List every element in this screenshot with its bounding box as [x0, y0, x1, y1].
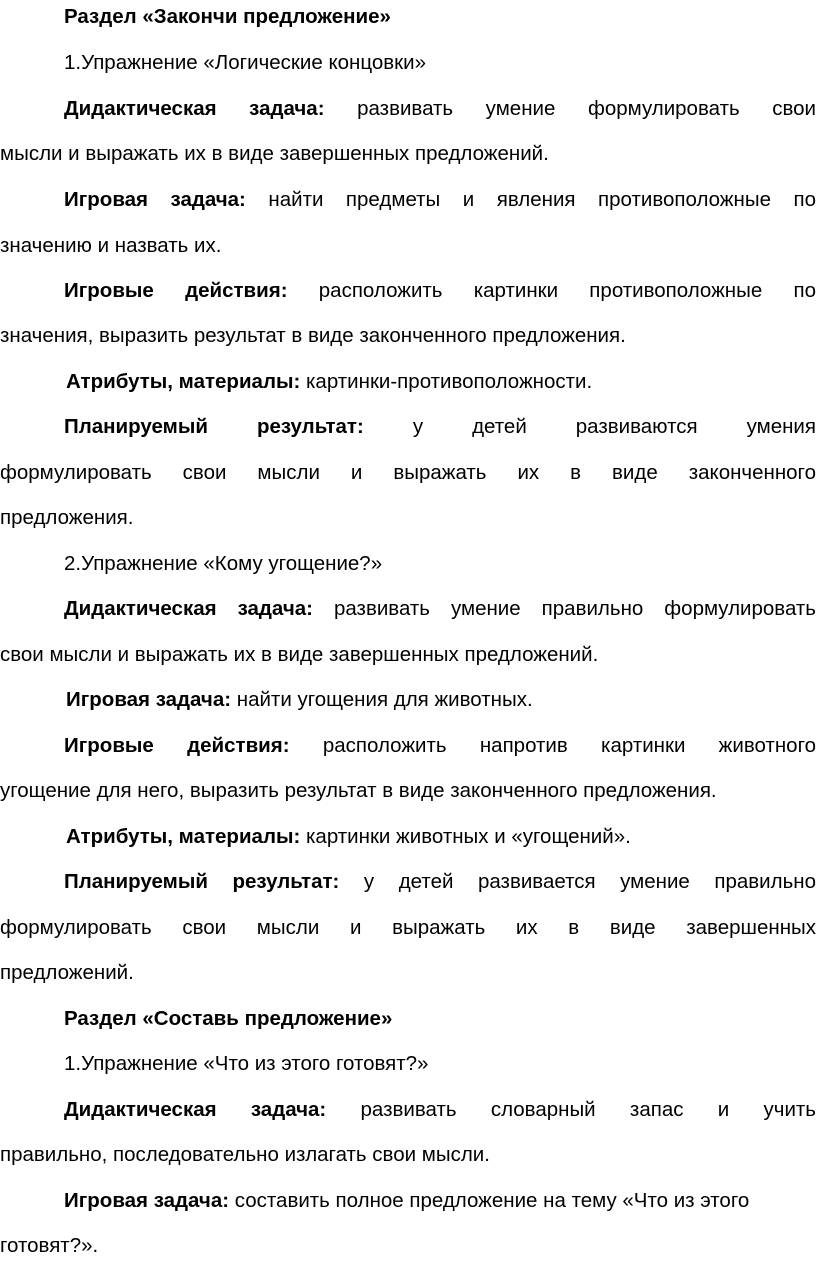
- paragraph-line: значению и назвать их.: [0, 234, 222, 257]
- paragraph-line: угощение для него, выразить результат в виде законченного предложения.: [0, 779, 717, 802]
- section-heading-compose-sentence: Раздел «Составь предложение»: [64, 1007, 393, 1030]
- paragraph-line: мысли и выражать их в виде завершенных предложений.: [0, 142, 549, 165]
- paragraph-line: Игровая задача: найти угощения для животных.: [66, 688, 533, 711]
- paragraph-line: Игровая задача: составить полное предложение на тему «Что из этого: [64, 1189, 750, 1212]
- paragraph-line: формулировать свои мысли и выражать их в виде завершенных: [0, 916, 816, 939]
- paragraph-line: свои мысли и выражать их в виде завершенных предложений.: [0, 643, 599, 666]
- paragraph-line: значения, выразить результат в виде законченного предложения.: [0, 324, 626, 347]
- paragraph-line: правильно, последовательно излагать свои мысли.: [0, 1143, 490, 1166]
- paragraph-line: Планируемый результат: у детей развиваются умения: [64, 415, 816, 438]
- exercise-title: 1.Упражнение «Логические концовки»: [64, 51, 426, 74]
- paragraph-line: Дидактическая задача: развивать умение правильно формулировать: [64, 597, 816, 620]
- paragraph-line: Дидактическая задача: развивать словарный запас и учить: [64, 1098, 816, 1121]
- paragraph-line: предложения.: [0, 506, 134, 529]
- section-heading-finish-sentence: Раздел «Закончи предложение»: [64, 5, 391, 28]
- paragraph-line: Игровые действия: расположить картинки противоположные по: [64, 279, 816, 302]
- paragraph-line: Игровая задача: найти предметы и явления противоположные по: [64, 188, 816, 211]
- paragraph-line: Планируемый результат: у детей развивается умение правильно: [64, 870, 816, 893]
- paragraph-line: Дидактическая задача: развивать умение формулировать свои: [64, 97, 816, 120]
- exercise-title: 1.Упражнение «Что из этого готовят?»: [64, 1052, 429, 1075]
- paragraph-line: Атрибуты, материалы: картинки животных и «угощений».: [66, 825, 631, 848]
- paragraph-line: готовят?».: [0, 1234, 99, 1257]
- exercise-title: 2.Упражнение «Кому угощение?»: [64, 552, 383, 575]
- paragraph-line: Атрибуты, материалы: картинки-противоположности.: [66, 370, 593, 393]
- paragraph-line: предложений.: [0, 961, 134, 984]
- paragraph-line: Игровые действия: расположить напротив картинки животного: [64, 734, 816, 757]
- paragraph-line: формулировать свои мысли и выражать их в виде законченного: [0, 461, 816, 484]
